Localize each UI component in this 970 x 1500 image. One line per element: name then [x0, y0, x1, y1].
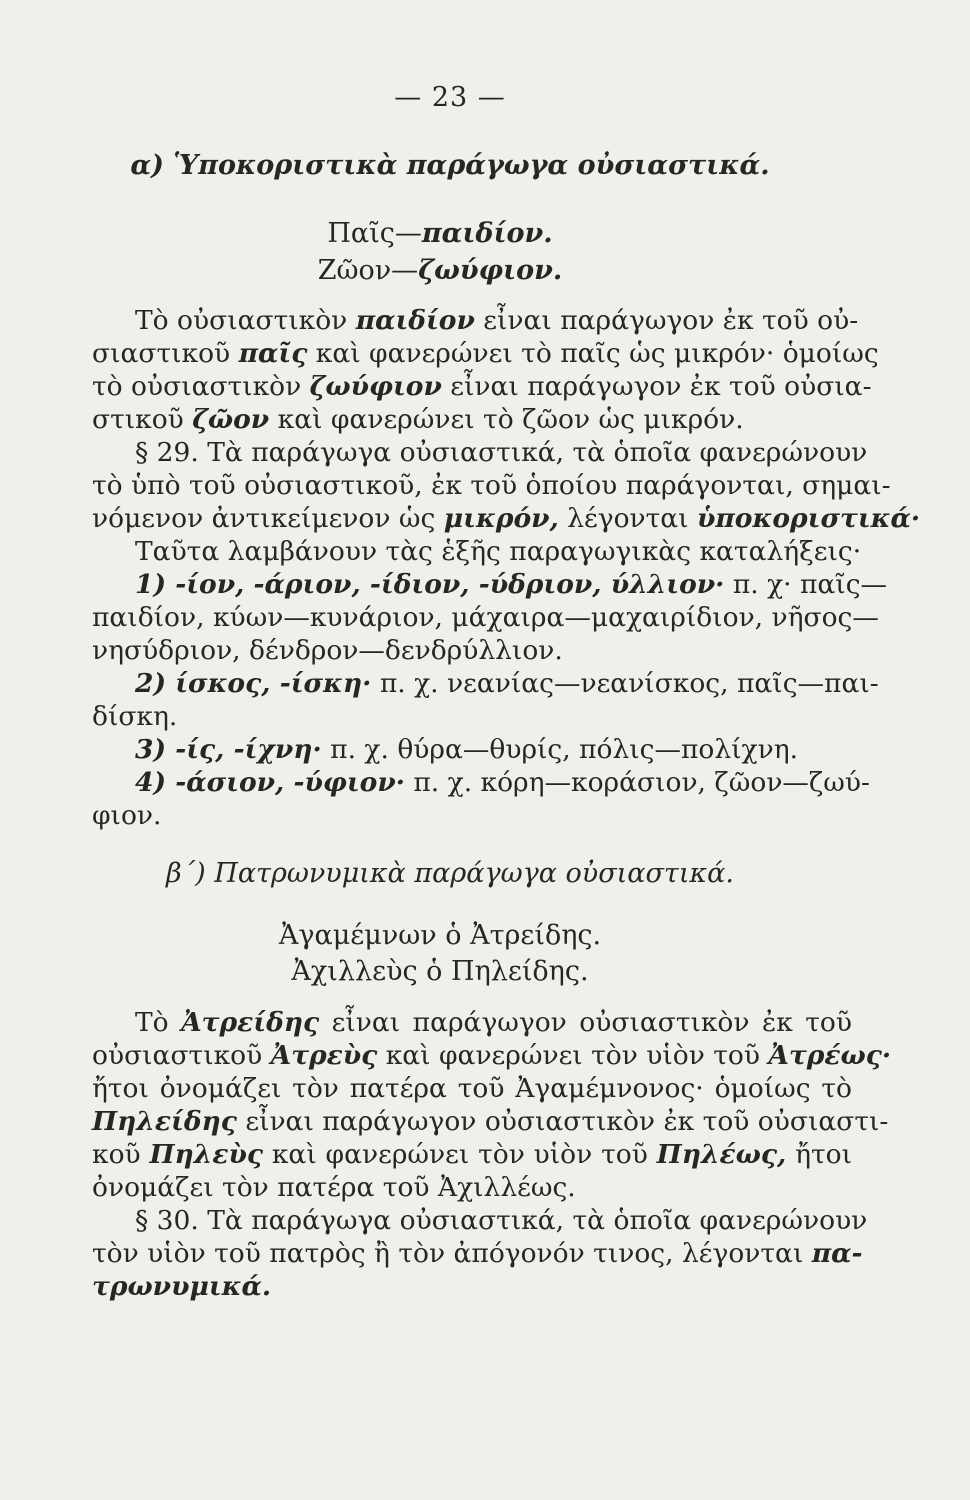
example-line: Ἀχιλλεὺς ὁ Πηλείδης. — [291, 956, 589, 987]
text-line: Τὸ Ἀτρείδης εἶναι παράγωγον οὐσιαστικὸν ἐκ τοῦ — [135, 1007, 852, 1038]
page-number: — 23 — — [394, 82, 506, 113]
text-line: φιον. — [92, 800, 162, 831]
text-line: Πηλείδης εἶναι παράγωγον οὐσιαστικὸν ἐκ τοῦ οὐσιαστι- — [92, 1106, 889, 1137]
list-item: 4) -άσιον, -ύφιον· π. χ. κόρη—κοράσιον, ζῶον—ζωύ- — [135, 767, 870, 798]
text-line: κοῦ Πηλεὺς καὶ φανερώνει τὸν υἱὸν τοῦ Πηλέως, ἤτοι — [92, 1139, 852, 1170]
text-line: § 29. Τὰ παράγωγα οὐσιαστικά, τὰ ὁποῖα φανερώνουν — [135, 437, 868, 468]
text-line: τρωνυμικά. — [92, 1271, 272, 1302]
list-item: 2) ίσκος, -ίσκη· π. χ. νεανίας—νεανίσκος, παῖς—παι- — [135, 668, 879, 699]
list-item: 3) -ίς, -ίχνη· π. χ. θύρα—θυρίς, πόλις—πολίχνη. — [135, 734, 799, 765]
text-line: νόμενον ἀντικείμενον ὡς μικρόν, λέγονται ὑποκοριστικά· — [92, 503, 921, 534]
text-line: Ταῦτα λαμβάνουν τὰς ἑξῆς παραγωγικὰς καταλήξεις· — [135, 536, 862, 567]
text-line: νησύδριον, δένδρον—δενδρύλλιον. — [92, 635, 563, 666]
text-line: § 30. Τὰ παράγωγα οὐσιαστικά, τὰ ὁποῖα φανερώνουν — [135, 1205, 868, 1236]
text-line: στικοῦ ζῶον καὶ φανερώνει τὸ ζῶον ὡς μικρόν. — [92, 404, 744, 435]
section-b-heading: β΄) Πατρωνυμικὰ παράγωγα οὐσιαστικά. — [166, 858, 734, 889]
section-a-heading: α) Ὑποκοριστικὰ παράγωγα οὐσιαστικά. — [130, 150, 770, 181]
list-item: 1) -ίον, -άριον, -ίδιον, -ύδριον, ύλλιον· π. χ· παῖς— — [135, 569, 888, 600]
example-line: Παῖς—παιδίον. — [327, 218, 553, 249]
text-line: παιδίον, κύων—κυνάριον, μάχαιρα—μαχαιρίδιον, νῆσος— — [92, 602, 879, 633]
text-line: Τὸ οὐσιαστικὸν παιδίον εἶναι παράγωγον ἐκ τοῦ οὐ- — [135, 305, 859, 336]
text-line: τὸ οὐσιαστικὸν ζωύφιον εἶναι παράγωγον ἐκ τοῦ οὐσια- — [92, 371, 872, 402]
text-line: οὐσιαστικοῦ Ἀτρεὺς καὶ φανερώνει τὸν υἱὸν τοῦ Ἀτρέως· — [92, 1040, 892, 1071]
text-line: τὸ ὑπὸ τοῦ οὐσιαστικοῦ, ἐκ τοῦ ὁποίου παράγονται, σημαι- — [92, 470, 891, 501]
example-line: Ἀγαμέμνων ὁ Ἀτρείδης. — [278, 920, 602, 951]
example-line: Ζῶον—ζωύφιον. — [317, 255, 563, 286]
text-line: ἤτοι ὀνομάζει τὸν πατέρα τοῦ Ἀγαμέμνονος· ὁμοίως τὸ — [92, 1073, 852, 1104]
text-line: σιαστικοῦ παῖς καὶ φανερώνει τὸ παῖς ὡς μικρόν· ὁμοίως — [92, 338, 879, 369]
text-line: δίσκη. — [92, 701, 178, 732]
text-line: ὀνομάζει τὸν πατέρα τοῦ Ἀχιλλέως. — [92, 1172, 576, 1203]
text-line: τὸν υἱὸν τοῦ πατρὸς ἢ τὸν ἀπόγονόν τινος, λέγονται πα- — [92, 1238, 863, 1269]
